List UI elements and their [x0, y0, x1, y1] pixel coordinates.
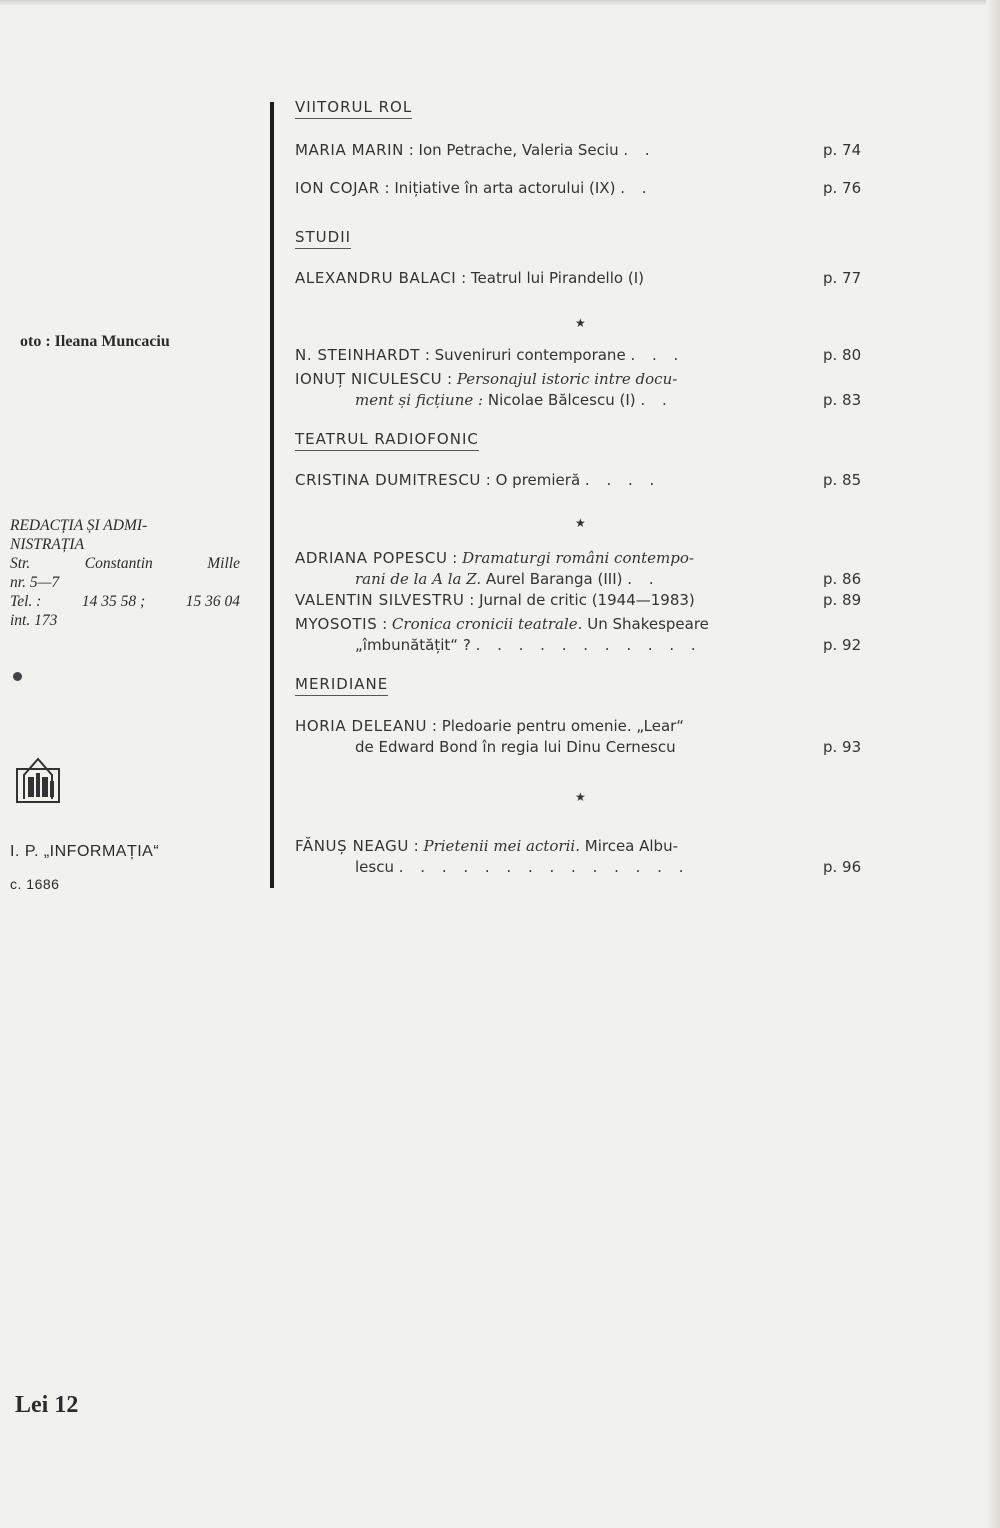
entry-author: FĂNUȘ NEAGU	[295, 837, 409, 855]
photo-credit: oto : Ileana Muncaciu	[20, 333, 170, 350]
star-separator-icon: ★	[575, 516, 586, 530]
phone-label: Tel. :	[10, 593, 42, 610]
printer-info	[10, 836, 159, 900]
entry-title: Prietenii mei actorii.	[423, 837, 580, 855]
toc-entry: MYOSOTIS : Cronica cronicii teatrale. Un Shakespeare „îmbunătățit“ ? . . . . . . . . . . . p. 92	[295, 614, 873, 656]
toc-entry: FĂNUȘ NEAGU : Prietenii mei actorii. Mircea Albu- lescu . . . . . . . . . . . . . . p. 96	[295, 836, 873, 878]
entry-leader-dots: . . . .	[584, 471, 661, 489]
printer-code: c. 1686	[10, 876, 60, 892]
entry-page: p. 85	[823, 471, 862, 489]
entry-title-rest: Mircea Albu-	[584, 837, 679, 855]
toc-entry: MARIA MARIN : Ion Petrache, Valeria Seciu . . p. 74	[295, 140, 873, 161]
price-label: Lei 12	[15, 1392, 79, 1418]
entry-page: p. 83	[823, 391, 862, 409]
toc-entry: N. STEINHARDT : Suveniruri contemporane . . . p. 80	[295, 345, 873, 366]
entry-leader-dots: . .	[640, 391, 673, 409]
toc-entry: ADRIANA POPESCU : Dramaturgi români contempo- rani de la A la Z. Aurel Baranga (III) . . p. 86	[295, 548, 873, 590]
address-extension: int. 173	[10, 612, 58, 629]
address-phone	[10, 592, 240, 611]
address-street	[10, 554, 240, 573]
entry-author: HORIA DELEANU	[295, 717, 428, 735]
toc-entry: ION COJAR : Inițiative în arta actorului (IX) . . p. 76	[295, 178, 873, 199]
section-heading-studii: STUDII	[295, 228, 351, 249]
star-separator-icon: ★	[575, 790, 586, 804]
entry-title: Personajul istoric intre docu-	[456, 370, 678, 388]
entry-author: MYOSOTIS	[295, 615, 378, 633]
entry-page: p. 92	[823, 636, 862, 654]
left-column	[0, 0, 250, 1528]
entry-author: N. STEINHARDT	[295, 346, 421, 364]
address-line: NISTRAȚIA	[10, 536, 85, 553]
page-right-edge	[986, 0, 1000, 1528]
editorial-address	[10, 516, 240, 630]
entry-author: ION COJAR	[295, 179, 380, 197]
entry-subtitle: lescu	[355, 858, 394, 876]
address-street-name2: Mille	[207, 555, 240, 572]
entry-author: IONUȚ NICULESCU	[295, 370, 443, 388]
entry-leader-dots: . . . . . . . . . . .	[475, 636, 702, 654]
entry-page: p. 86	[823, 570, 862, 588]
toc-entry: IONUȚ NICULESCU : Personajul istoric intre docu- ment și ficțiune : Nicolae Bălcescu (I) . . p. 83	[295, 369, 873, 411]
entry-leader-dots: . . . . . . . . . . . . . .	[398, 858, 690, 876]
phone-number-2: 15 36 04	[185, 593, 240, 610]
bullet-icon	[13, 672, 22, 681]
address-street-prefix: Str.	[10, 555, 31, 572]
entry-page: p. 80	[823, 346, 862, 364]
entry-page: p. 93	[823, 738, 862, 756]
column-divider	[270, 102, 274, 888]
entry-title-cont: rani de la A la Z.	[355, 570, 482, 588]
entry-author: CRISTINA DUMITRESCU	[295, 471, 482, 489]
toc-entry: CRISTINA DUMITRESCU : O premieră . . . . p. 85	[295, 470, 873, 491]
section-heading-meridiane: MERIDIANE	[295, 675, 388, 696]
printer-name: I. P. „INFORMAȚIA“	[10, 843, 160, 860]
entry-page: p. 76	[823, 179, 862, 197]
entry-page: p. 74	[823, 141, 862, 159]
entry-title: O premieră	[495, 471, 581, 489]
entry-author: ALEXANDRU BALACI	[295, 269, 457, 287]
printer-logo-icon	[16, 755, 60, 803]
entry-leader-dots: . .	[623, 141, 656, 159]
entry-title: Pledoarie pentru omenie. „Lear“	[441, 717, 685, 735]
phone-number-1: 14 35 58 ;	[81, 593, 146, 610]
toc-entry: HORIA DELEANU : Pledoarie pentru omenie. „Lear“ de Edward Bond în regia lui Dinu Cernescu p. 93	[295, 716, 873, 758]
address-line: REDACȚIA ȘI ADMI-	[10, 517, 148, 534]
entry-subtitle: de Edward Bond în regia lui Dinu Cernescu	[355, 738, 676, 756]
entry-leader-dots: . . .	[630, 346, 685, 364]
entry-page: p. 77	[823, 269, 862, 287]
entry-title: Cronica cronicii teatrale.	[391, 615, 583, 633]
address-number: nr. 5—7	[10, 574, 60, 591]
entry-leader-dots: . .	[620, 179, 653, 197]
entry-title: Suveniruri contemporane	[434, 346, 626, 364]
entry-subtitle: Aurel Baranga (III)	[485, 570, 623, 588]
entry-title: Dramaturgi români contempo-	[462, 549, 694, 567]
entry-author: MARIA MARIN	[295, 141, 404, 159]
entry-leader-dots: . .	[627, 570, 660, 588]
entry-title: Inițiative în arta actorului (IX)	[394, 179, 616, 197]
entry-title-rest: Un Shakespeare	[587, 615, 709, 633]
entry-title-cont: ment și ficțiune :	[355, 391, 484, 409]
entry-author: ADRIANA POPESCU	[295, 549, 448, 567]
entry-title: Teatrul lui Pirandello (I)	[470, 269, 644, 287]
entry-subtitle: Nicolae Bălcescu (I)	[487, 391, 636, 409]
entry-title: Jurnal de critic (1944—1983)	[479, 591, 695, 609]
entry-page: p. 96	[823, 858, 862, 876]
address-street-name: Constantin	[84, 555, 153, 572]
section-heading-teatrul-radiofonic: TEATRUL RADIOFONIC	[295, 430, 479, 451]
entry-page: p. 89	[823, 591, 862, 609]
entry-subtitle: „îmbunătățit“ ?	[355, 636, 471, 654]
entry-title: Ion Petrache, Valeria Seciu	[418, 141, 619, 159]
star-separator-icon: ★	[575, 316, 586, 330]
toc-entry: VALENTIN SILVESTRU : Jurnal de critic (1944—1983) p. 89	[295, 590, 873, 611]
toc-entry: ALEXANDRU BALACI : Teatrul lui Pirandello (I) p. 77	[295, 268, 873, 289]
entry-author: VALENTIN SILVESTRU	[295, 591, 465, 609]
section-heading-viitorul-rol: VIITORUL ROL	[295, 98, 412, 119]
